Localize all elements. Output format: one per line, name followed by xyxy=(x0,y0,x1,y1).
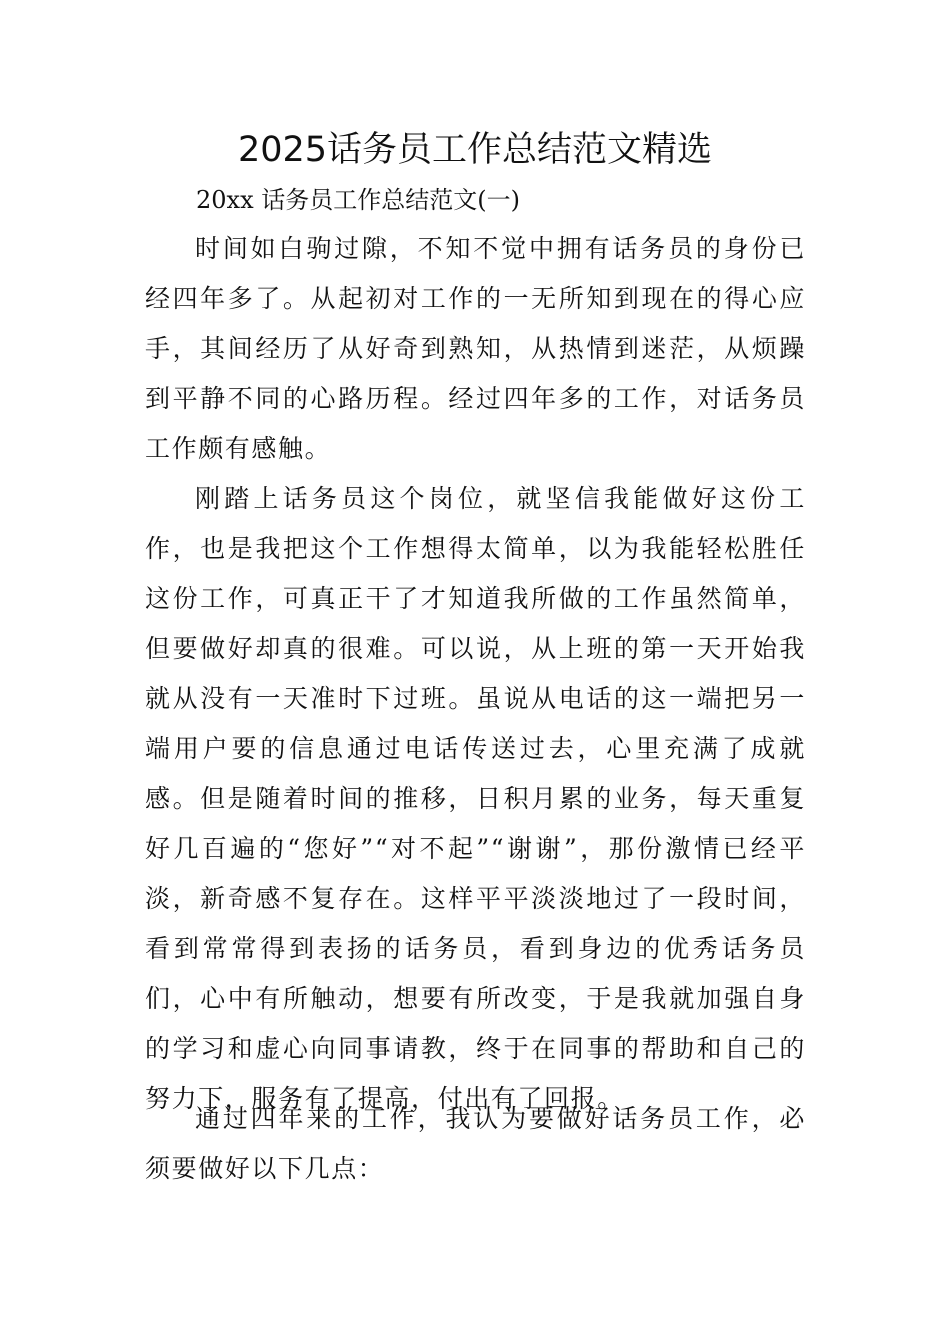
body-paragraph-2: 刚踏上话务员这个岗位，就坚信我能做好这份工作，也是我把这个工作想得太简单，以为我能轻松胜任这份工作，可真正干了才知道我所做的工作虽然简单，但要做好却真的很难。可以说，从上班的第一天开始我就从没有一天准时下过班。虽说从电话的这一端把另一端用户要的信息通过电话传送过去，心里充满了成就感。但是随着时间的推移，日积月累的业务，每天重复好几百遍的“您好”“对不起”“谢谢”，那份激情已经平淡，新奇感不复存在。这样平平淡淡地过了一段时间，看到常常得到表扬的话务员，看到身边的优秀话务员们，心中有所触动，想要有所改变，于是我就加强自身的学习和虚心向同事请教，终于在同事的帮助和自己的努力下，服务有了提高，付出有了回报。 xyxy=(145,484,806,1113)
section-subtitle: 20xx 话务员工作总结范文(一) xyxy=(196,186,520,214)
document-title: 2025话务员工作总结范文精选 xyxy=(237,130,713,170)
body-paragraph-1: 时间如白驹过隙，不知不觉中拥有话务员的身份已经四年多了。从起初对工作的一无所知到现在的得心应手，其间经历了从好奇到熟知，从热情到迷茫，从烦躁到平静不同的心路历程。经过四年多的工作，对话务员工作颇有感触。 xyxy=(145,234,806,463)
body-paragraph-3: 通过四年来的工作，我认为要做好话务员工作，必须要做好以下几点： xyxy=(145,1104,806,1183)
